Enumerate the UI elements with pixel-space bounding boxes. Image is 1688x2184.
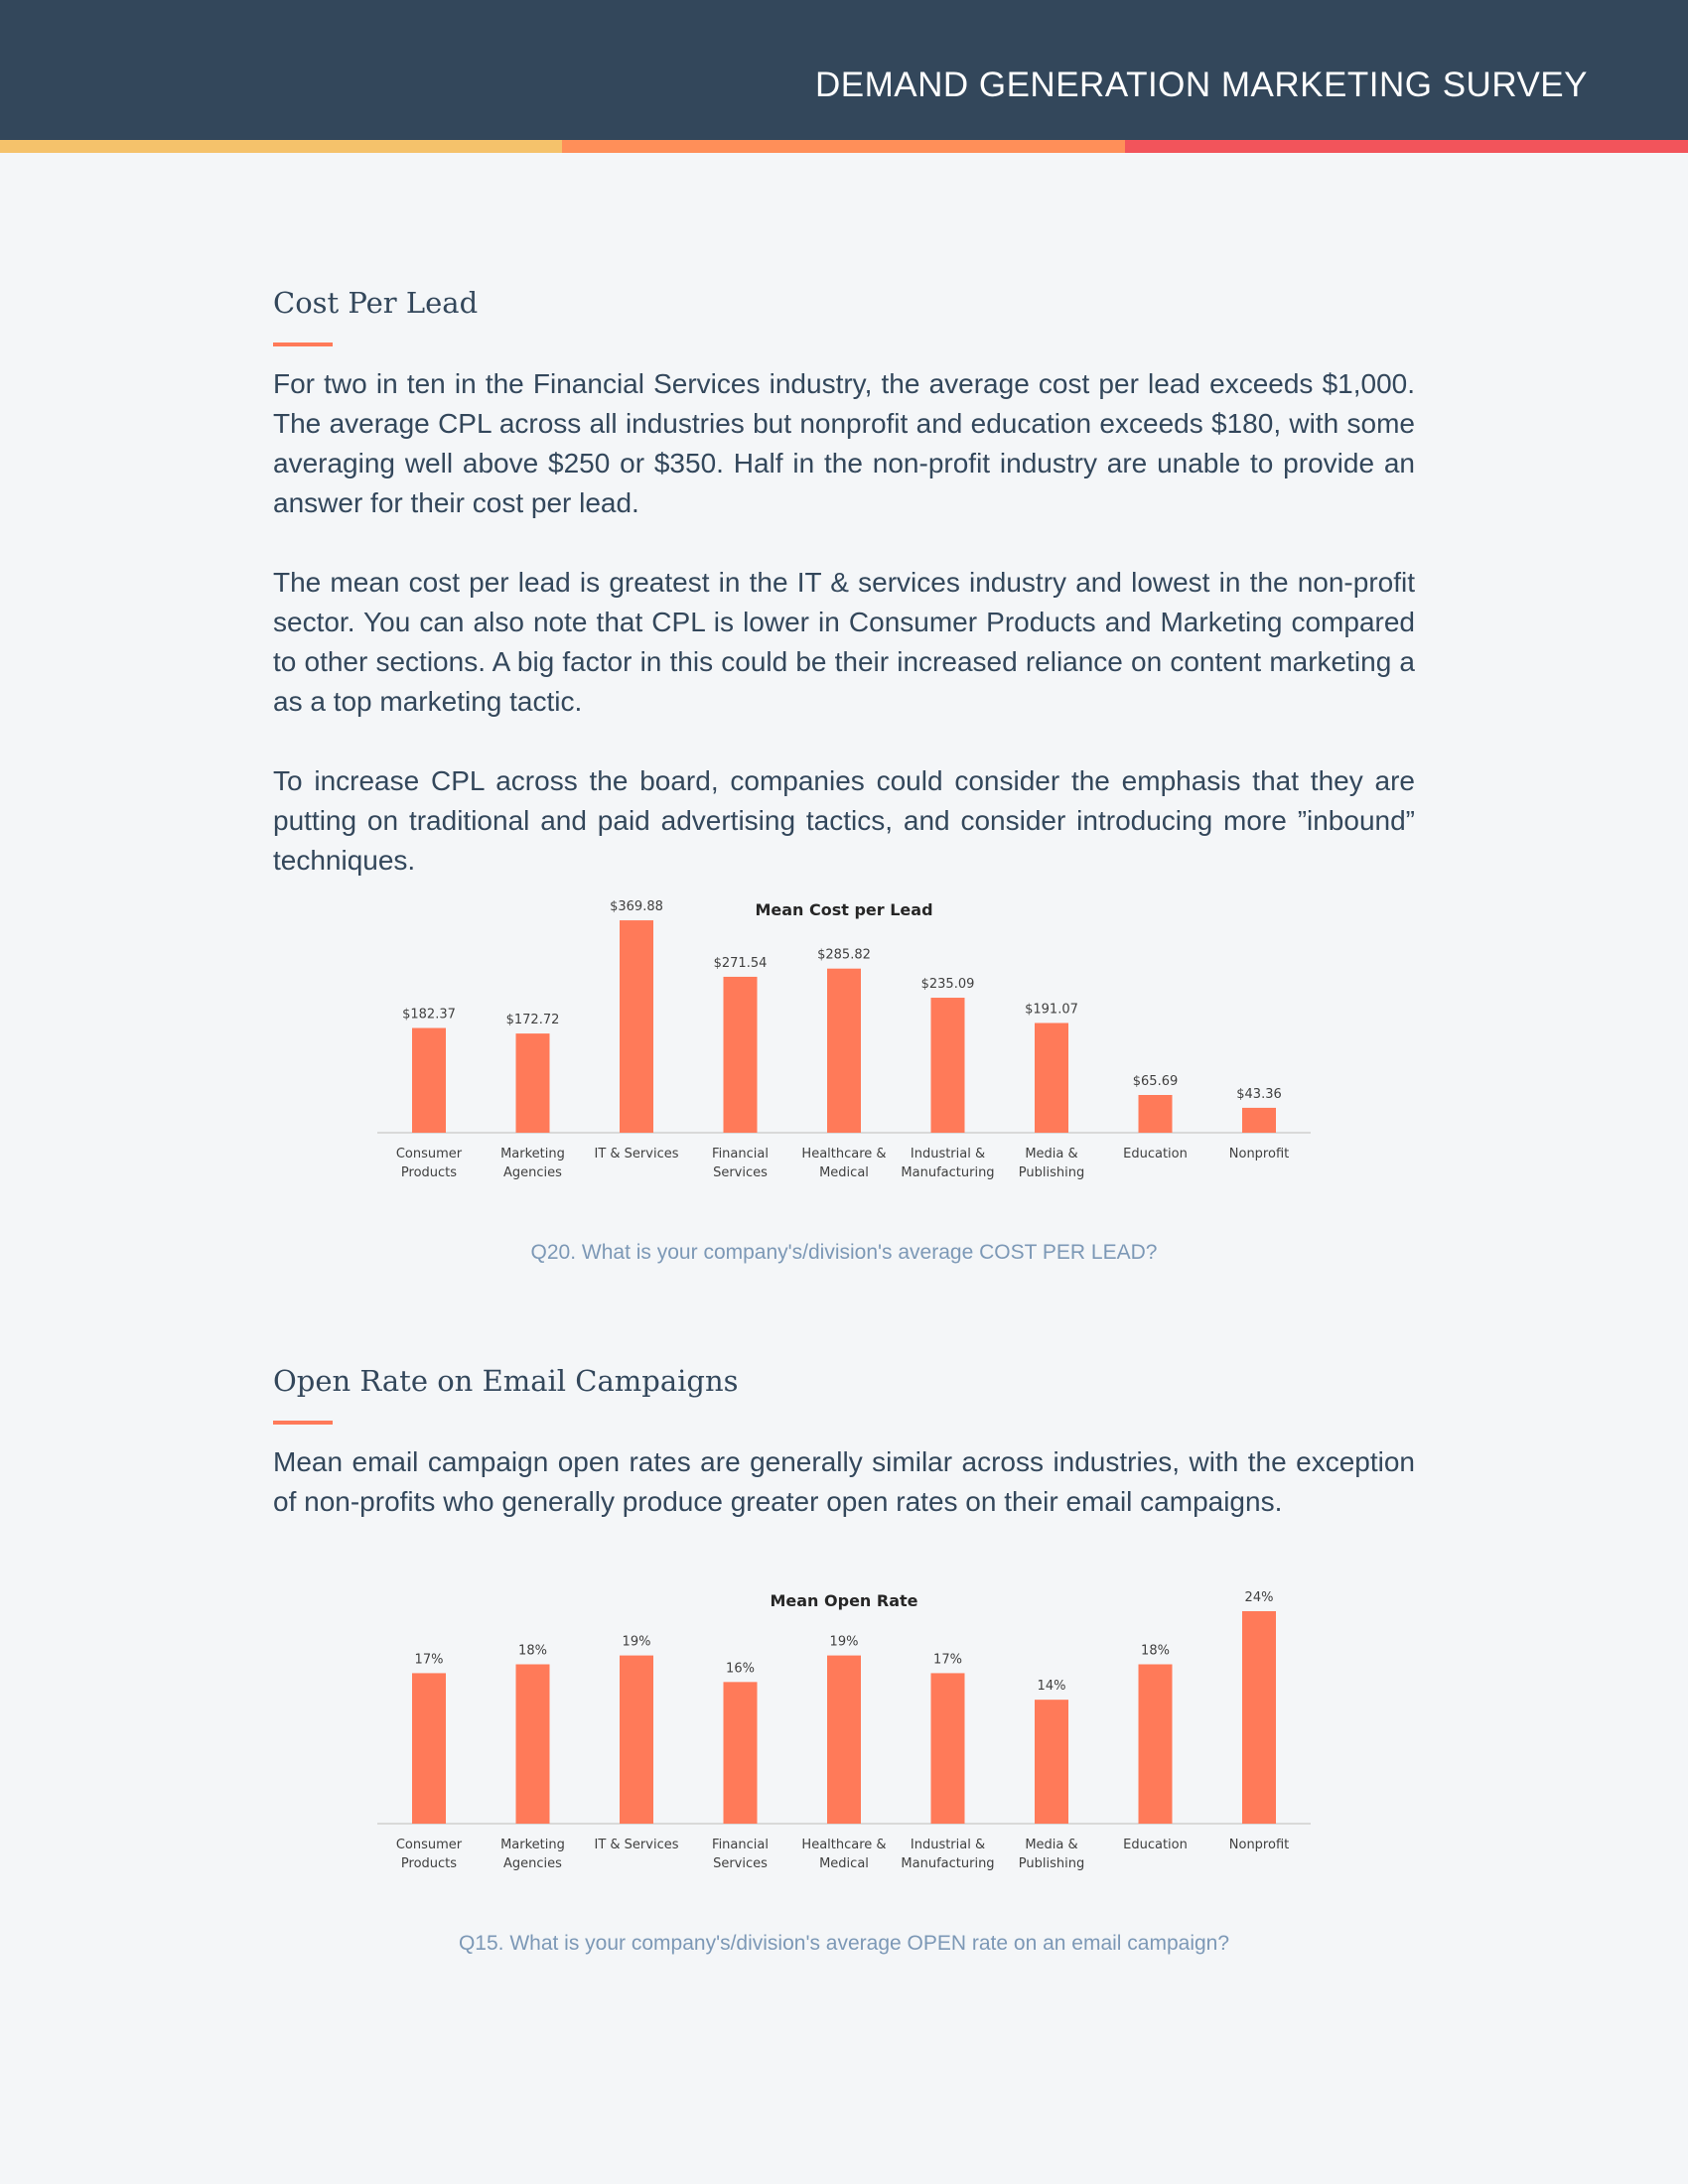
- bar: [620, 1656, 653, 1824]
- data-label: $369.88: [610, 899, 663, 915]
- bar: [1035, 1700, 1068, 1824]
- category-label: Medical: [819, 1856, 869, 1871]
- bar: [724, 977, 758, 1133]
- data-label: $191.07: [1025, 1002, 1078, 1018]
- open-rate-section-title: Open Rate on Email Campaigns: [273, 1364, 739, 1398]
- category-label: Services: [713, 1856, 768, 1871]
- data-label: $271.54: [713, 955, 768, 971]
- cpl-paragraph-1: For two in ten in the Financial Services industry, the average cost per lead exceeds $1,000. The average CPL across all industries but nonprofit and education exceeds $180, with some averaging well above $250 or $350. Half in the non-profit industry are unable to provide an answer for their cost per lead.: [273, 368, 1415, 518]
- category-label: Financial: [712, 1147, 769, 1161]
- cpl-chart-svg: [367, 888, 1321, 1196]
- bar: [412, 1028, 446, 1133]
- chart-title: Mean Open Rate: [770, 1591, 918, 1610]
- open-rate-title-rule: [273, 1421, 333, 1425]
- data-label: 16%: [726, 1661, 755, 1677]
- data-label: 18%: [518, 1643, 547, 1659]
- bar: [827, 969, 861, 1133]
- bar: [1139, 1095, 1173, 1133]
- category-label: Publishing: [1018, 1165, 1085, 1180]
- data-label: 17%: [414, 1652, 444, 1668]
- data-label: $43.36: [1236, 1086, 1282, 1102]
- category-label: Consumer: [395, 1838, 463, 1852]
- chart-title: Mean Cost per Lead: [755, 900, 933, 919]
- page-header: [0, 0, 1688, 140]
- category-label: Education: [1123, 1838, 1188, 1852]
- bar: [516, 1033, 550, 1133]
- category-label: Marketing: [500, 1838, 565, 1852]
- open-rate-chart: [367, 1579, 1321, 1887]
- category-label: Consumer: [395, 1147, 463, 1161]
- cpl-section-title: Cost Per Lead: [273, 286, 479, 320]
- data-label: 18%: [1141, 1643, 1170, 1659]
- category-label: Products: [400, 1856, 458, 1871]
- category-label: Agencies: [503, 1856, 562, 1871]
- data-label: $172.72: [505, 1013, 560, 1028]
- category-label: Manufacturing: [901, 1856, 995, 1871]
- data-label: 14%: [1037, 1679, 1066, 1695]
- open-rate-chart-caption: Q15. What is your company's/division's average OPEN rate on an email campaign?: [458, 1932, 1230, 1955]
- bar: [1242, 1108, 1276, 1133]
- category-label: Marketing: [500, 1147, 565, 1161]
- cpl-chart-caption: Q20. What is your company's/division's average COST PER LEAD?: [530, 1241, 1158, 1264]
- data-label: 19%: [829, 1634, 859, 1650]
- header-stripe-orange: [562, 140, 1125, 153]
- header-stripe-yellow: [0, 140, 562, 153]
- category-label: Manufacturing: [901, 1165, 995, 1180]
- data-label: $285.82: [817, 947, 871, 963]
- category-label: Media &: [1025, 1147, 1078, 1161]
- category-label: Healthcare &: [801, 1838, 887, 1852]
- cpl-title-rule: [273, 342, 333, 346]
- category-label: Education: [1123, 1147, 1188, 1161]
- bar: [516, 1665, 550, 1825]
- category-label: Publishing: [1018, 1856, 1085, 1871]
- cpl-paragraph-3: To increase CPL across the board, companies could consider the emphasis that they are putting on traditional and paid advertising tactics, and consider introducing more ”inbound” techniques.: [273, 765, 1415, 876]
- header-stripe-red: [1125, 140, 1688, 153]
- category-label: Nonprofit: [1228, 1838, 1290, 1852]
- category-label: Agencies: [503, 1165, 562, 1180]
- category-label: Financial: [712, 1838, 769, 1852]
- data-label: 17%: [933, 1652, 962, 1668]
- category-label: Medical: [819, 1165, 869, 1180]
- category-label: IT & Services: [594, 1147, 679, 1161]
- bar: [931, 998, 965, 1133]
- bar: [931, 1673, 965, 1824]
- category-label: Industrial &: [910, 1838, 986, 1852]
- header-title: DEMAND GENERATION MARKETING SURVEY: [814, 66, 1588, 104]
- data-label: $182.37: [402, 1007, 456, 1023]
- bar: [620, 920, 653, 1133]
- data-label: $65.69: [1132, 1074, 1179, 1090]
- category-label: Media &: [1025, 1838, 1078, 1852]
- bar: [724, 1682, 758, 1824]
- category-label: Healthcare &: [801, 1147, 887, 1161]
- category-label: IT & Services: [594, 1838, 679, 1852]
- data-label: 19%: [622, 1634, 651, 1650]
- category-label: Services: [713, 1165, 768, 1180]
- category-label: Products: [400, 1165, 458, 1180]
- bar: [1242, 1611, 1276, 1824]
- bar: [1035, 1023, 1068, 1133]
- cpl-chart: [367, 888, 1321, 1196]
- category-label: Industrial &: [910, 1147, 986, 1161]
- open-rate-chart-svg: [367, 1579, 1321, 1887]
- bar: [412, 1673, 446, 1824]
- cpl-paragraph-2: The mean cost per lead is greatest in the IT & services industry and lowest in the non-profit sector. You can also note that CPL is lower in Consumer Products and Marketing compared to other sections. A big factor in this could be their increased reliance on content marketing a as a top marketing tactic.: [273, 567, 1415, 717]
- bar: [1139, 1665, 1173, 1825]
- bar: [827, 1656, 861, 1824]
- data-label: 24%: [1244, 1590, 1274, 1605]
- data-label: $235.09: [920, 977, 975, 993]
- category-label: Nonprofit: [1228, 1147, 1290, 1161]
- open-rate-paragraph-1: Mean email campaign open rates are generally similar across industries, with the exception of non-profits who generally produce greater open rates on their email campaigns.: [273, 1446, 1415, 1517]
